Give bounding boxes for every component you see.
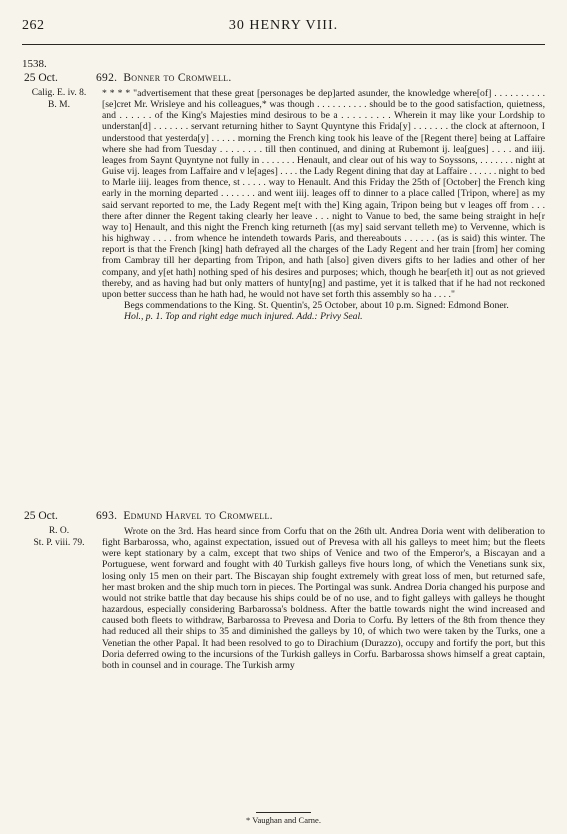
margin-reference: R. O. — [48, 526, 70, 536]
entry-body — [102, 88, 545, 322]
header-rule — [22, 44, 545, 45]
page-number: 262 — [22, 18, 45, 33]
entry-title — [96, 72, 232, 84]
page-header — [22, 18, 545, 38]
margin-reference: Calig. E. iv. 8. — [31, 88, 87, 98]
letter-text: * * * * "advertisement that these great [personages be dep]arted asunder, the knowledge where[of] . . . . . . . . . . [se]cret Mr. Wrisleye and his colleagues,* was though . . . . . . . . . . should be to the good satisfaction, quietness, and . . . . . . of the King's Majesties mind desirous to be a . . . . . . . . . Wherein it may like your Lordship to understan[d] . . . . . . . servant returning hither to Saynt Quyntyne this Frida[y] . . . . . . . the clock at afternoon, I understood that yesterda[y] . . . . . morning the French king took his leave of the [Regent there] being at Laffaire where she had from Tuesday . . . . . . . . till then continued, and dining at Rubemont ij. lea[gues] . . . . and iiij. leages from Saynt Quyntyne not fully in . . . . . . . Henault, and clear out of his way to Soyssons, . . . . . . . night at Guise vij. leages from Laffaire and v le[ages] . . . . the Lady Regent dining that day at Laffaire . . . . . . night to bed to Marle iiij. leages from thence, st . . . . . way to Henault. And this Friday the 25th of [October] the French king early in the morning departed . . . . . . . and went iiij. leages off to dinner to a place called [Tripon, where] as my said servant reported to me, the Lady Regent me[t with the] King again, Tripon being but v leages off from . . . there after dinner the Regent taking clearly her leave . . . night to Vanue to bed, the same being straight in he[r way to] Henault, and this night the French king returneth [(as my] said servant telleth me) to Vervenne, which is his highway . . . . from whence he intendeth towards Paris, and thereabouts . . . . . . (as is said) this winter. The report is that the French [king] hath defrayed all the charges of the Lady Regent and her train [from] her coming from Cambray till her departing from Tripon, and hath [also] given divers gifts to her ladies and other of her company, and y[et hath] nothing sped of his desires and purposes; which, though he bear[eth it] out as not grieved thereby, and as having had but only matters of hunty[ng] and pastime, yet it is talked that if he had not reckoned upon better success than he hath had, he would not have set forth this assembly so ha . . . ." — [102, 88, 545, 300]
letter-closing: Begs commendations to the King. St. Quentin's, 25 October, about 10 p.m. Signed: Edmond Boner. — [124, 299, 509, 311]
margin-reference: B. M. — [48, 100, 70, 110]
margin-year: 1538. — [22, 58, 47, 70]
entry-number: 692. — [96, 72, 118, 84]
calendar-entry-692 — [22, 72, 545, 323]
margin-reference: St. P. viii. 79. — [33, 538, 85, 548]
entry-title-text: Bonner to Cromwell. — [123, 72, 232, 84]
entry-heading — [22, 72, 545, 86]
running-title: 30 HENRY VIII. — [228, 18, 339, 33]
entry-number: 693. — [96, 510, 118, 522]
entry-body — [102, 526, 545, 671]
entry-heading — [22, 510, 545, 524]
footnote: * Vaughan and Carne. — [246, 815, 321, 825]
footnote-rule — [256, 812, 311, 813]
entry-date: 25 Oct. — [24, 510, 58, 522]
letter-text: Wrote on the 3rd. Has heard since from Corfu that on the 26th ult. Andrea Doria went with deliberation to fight Barbarossa, who, against expectation, issued out of Prevesa with all his galleys to meet him; but the fleets were kept stationary by a calm, except that two ships of Venice and two of the Emperor's, a Biscayan and a Portuguese, went forward and fought with 40 Turkish galleys five hours long, of which the Venetians sunk six, losing only 15 men on their part. The Biscayan ship fought extremely with great loss of men, but returned safe, her mast broken and the ship much torn in pieces. The Portingal was sunk. Andrea Doria changed his purpose and would not strike battle that day because his ships could be of no use, and to fight galleys with galleys he thought hazardous, especially considering Barbarossa's boldness. After the battle towards night the wind increased and caused both fleets to withdraw, Barbarossa to Prevesa and Doria to Corfu. By letters of the 8th from thence they had reduced all their ships to 35 and diminished the galleys by 10, of which two were taken by the Turks, one a Venetian the other Papal. It had been resolved to go to Dirachium (Durazzo), occupy and fortify the port, but this Doria deferred owing to the incursions of the Turkish galleys in Corfu. Barbarossa shows himself a great captain, both in counsel and in courage. The Turkish army — [102, 526, 545, 671]
entry-title — [96, 510, 273, 522]
calendar-entry-693 — [22, 510, 545, 671]
entry-title-text: Edmund Harvel to Cromwell. — [123, 510, 273, 522]
document-description: Hol., p. 1. Top and right edge much injured. Add.: Privy Seal. — [124, 311, 363, 323]
entry-date: 25 Oct. — [24, 72, 58, 84]
